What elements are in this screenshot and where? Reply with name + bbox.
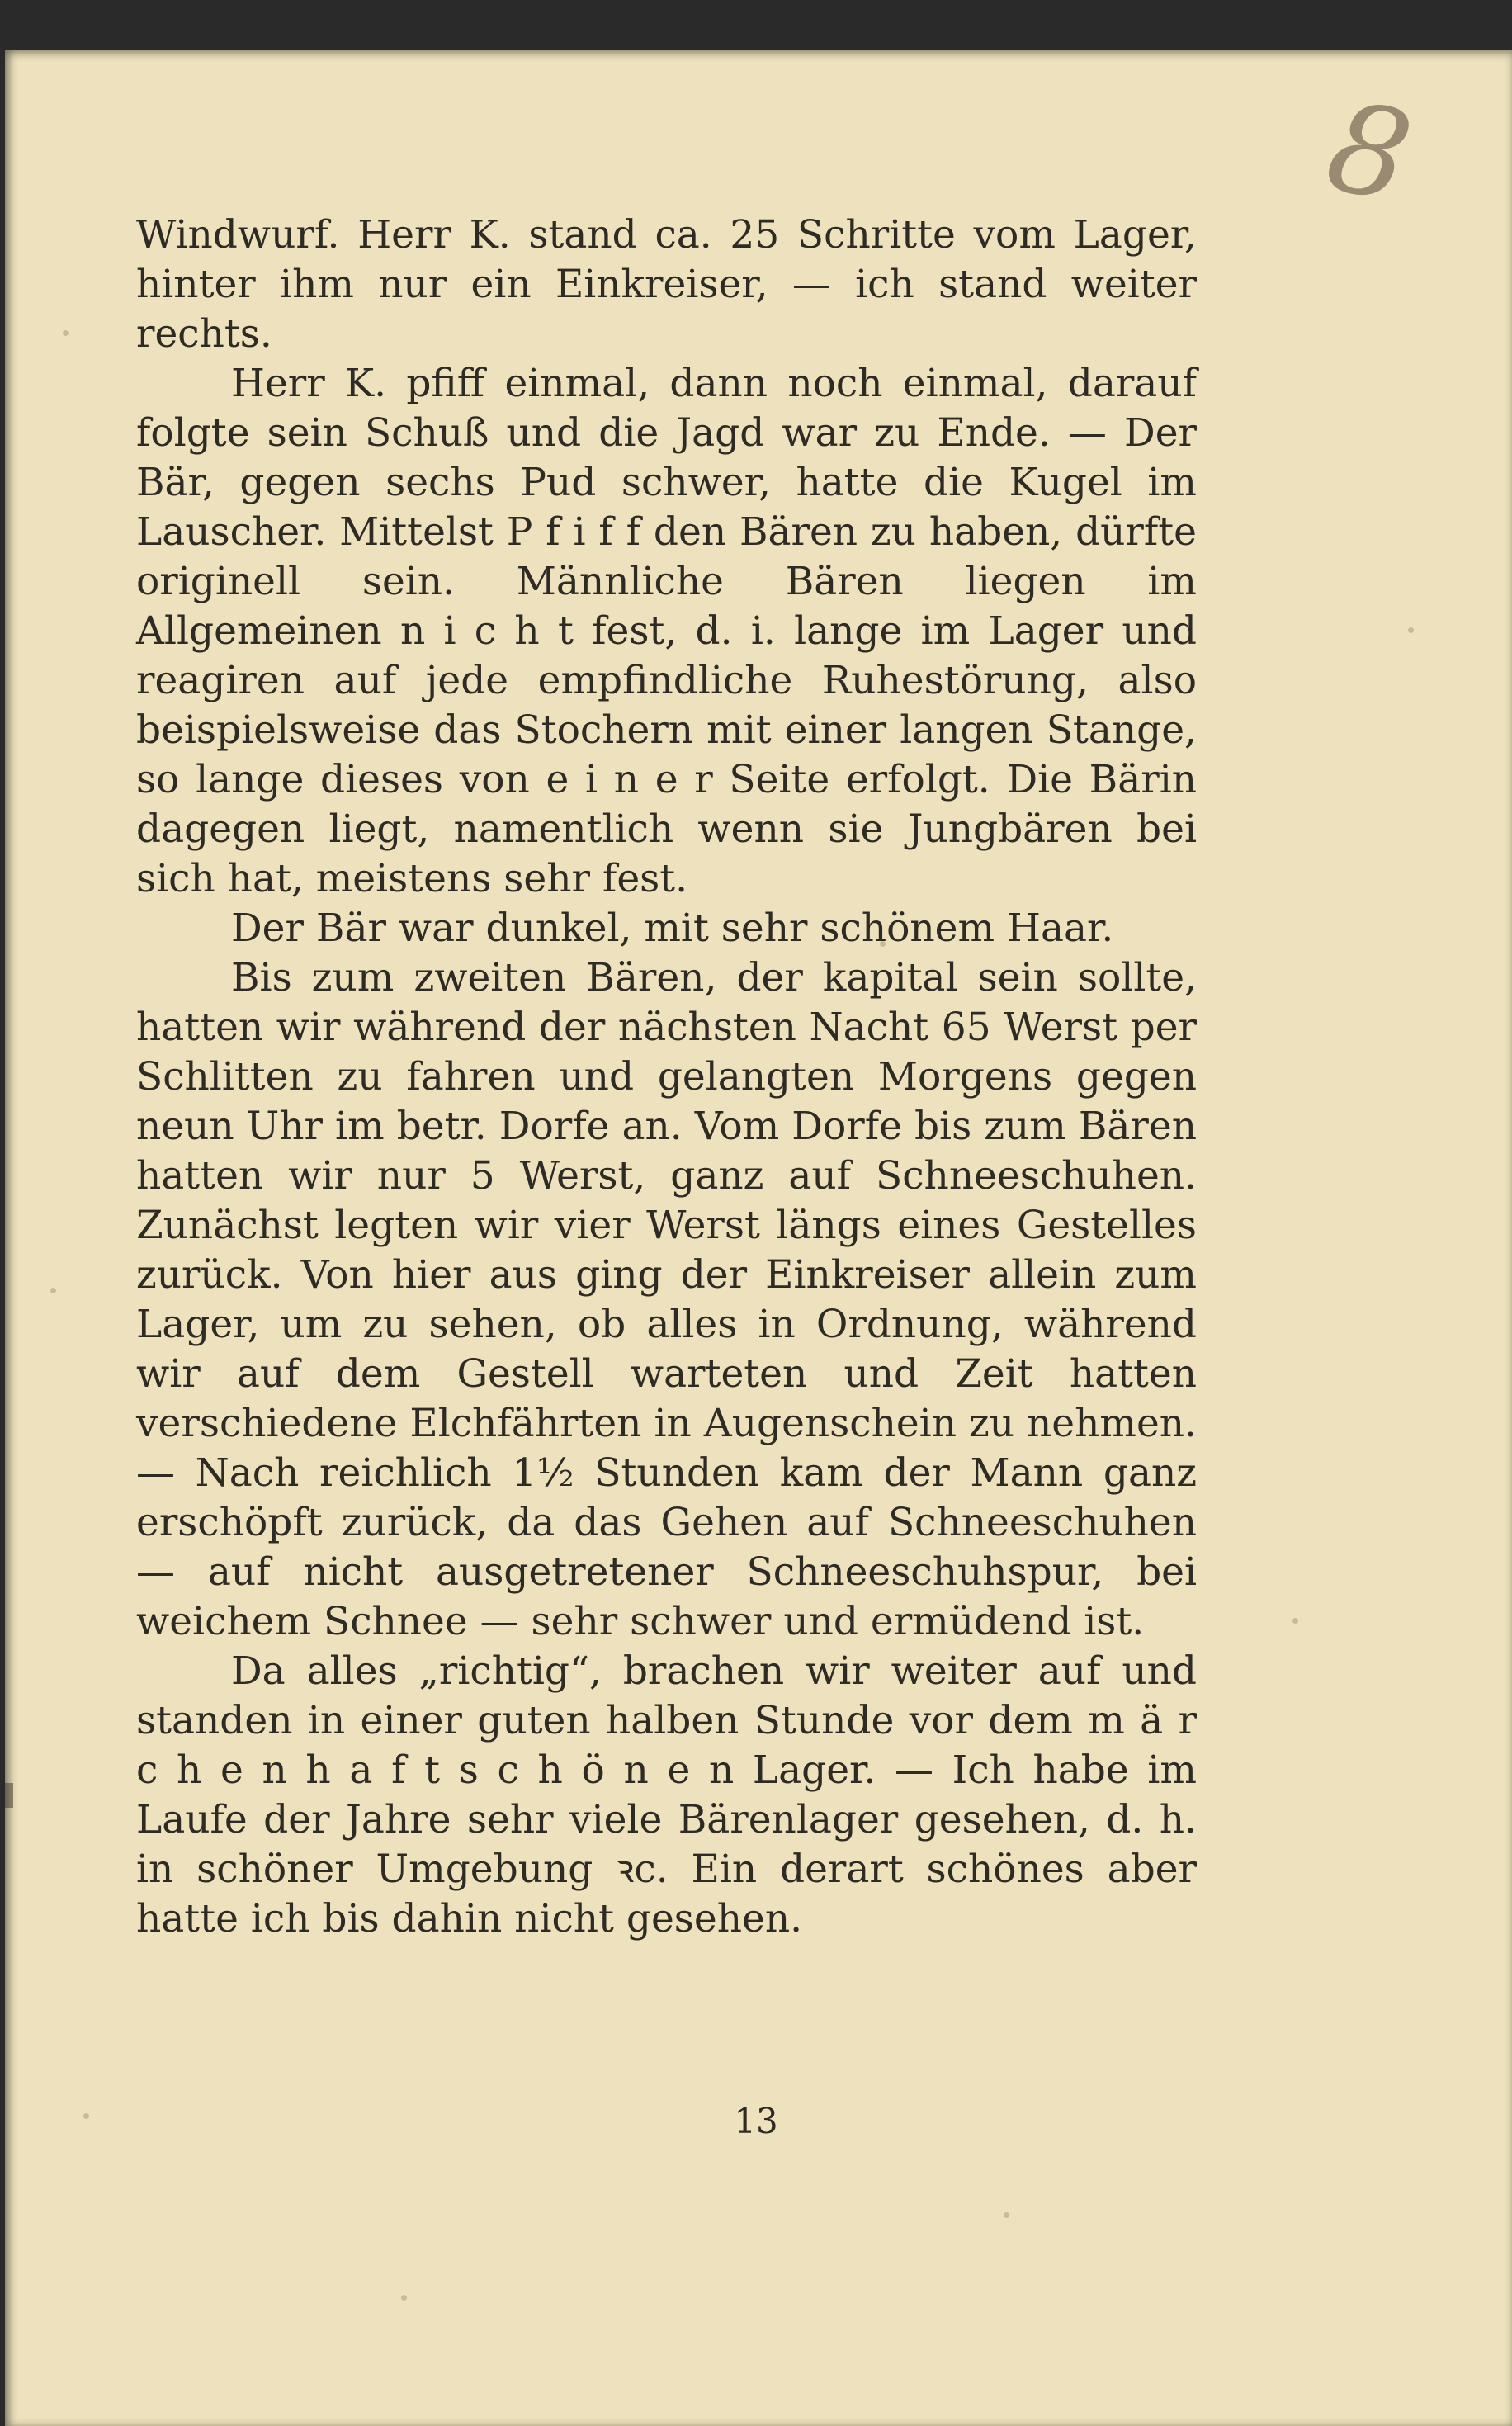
paper-speck: [1408, 627, 1414, 633]
body-text: [136, 210, 1197, 1944]
page-number: 13: [734, 2101, 778, 2141]
paragraph: Der Bär war dunkel, mit sehr schönem Haar.: [231, 906, 1114, 951]
paper-speck: [63, 330, 69, 336]
paper-speck: [1292, 1618, 1298, 1624]
page-edge-mark: [5, 1783, 13, 1808]
paragraph: Windwurf. Herr K. stand ca. 25 Schritte vom Lager, hinter ihm nur ein Einkreiser, — ich stand weiter rechts.: [136, 212, 1197, 357]
paper-speck: [401, 2295, 407, 2301]
paper-speck: [1004, 2212, 1009, 2218]
paragraph: Bis zum zweiten Bären, der kapital sein sollte, hatten wir während der nächsten Nacht 65 Werst per Schlitten zu fahren und gelangten Morgens gegen neun Uhr im betr. Dorfe an. Vom Dorfe bis zum Bären hatten wir nur 5 Werst, ganz auf Schneeschuhen. Zunächst legten wir vier Werst längs eines Gestelles zurück. Von hier aus ging der Einkreiser allein zum Lager, um zu sehen, ob alles in Ordnung, während wir auf dem Gestell warteten und Zeit hatten verschiedene Elchfährten in Augenschein zu nehmen. — Nach reichlich 1½ Stunden kam der Mann ganz erschöpft zurück, da das Gehen auf Schneeschuhen — auf nicht ausgetretener Schneeschuhspur, bei weichem Schnee — sehr schwer und ermüdend ist.: [136, 955, 1197, 1644]
paper-speck: [50, 1288, 56, 1293]
paragraph: Da alles „richtig“, brachen wir weiter auf und standen in einer guten halben Stunde vor dem m ä r c h e n h a f t s c h ö n e n Lager. — Ich habe im Laufe der Jahre sehr viele Bärenlager gesehen, d. h. in schöner Umgebung ꝛc. Ein derart schönes aber hatte ich bis dahin nicht gesehen.: [136, 1648, 1197, 1941]
handwritten-folio-number: 8: [1316, 73, 1423, 232]
paragraph: Herr K. pfiff einmal, dann noch einmal, darauf folgte sein Schuß und die Jagd war zu Ende. — Der Bär, gegen sechs Pud schwer, hatte die Kugel im Lauscher. Mittelst P f i f f den Bären zu haben, dürfte originell sein. Männliche Bären liegen im Allgemeinen n i c h t fest, d. i. lange im Lager und reagiren auf jede empfindliche Ruhestörung, also beispielsweise das Stochern mit einer langen Stange, so lange dieses von e i n e r Seite erfolgt. Die Bärin dagegen liegt, namentlich wenn sie Jungbären bei sich hat, meistens sehr fest.: [136, 361, 1197, 901]
